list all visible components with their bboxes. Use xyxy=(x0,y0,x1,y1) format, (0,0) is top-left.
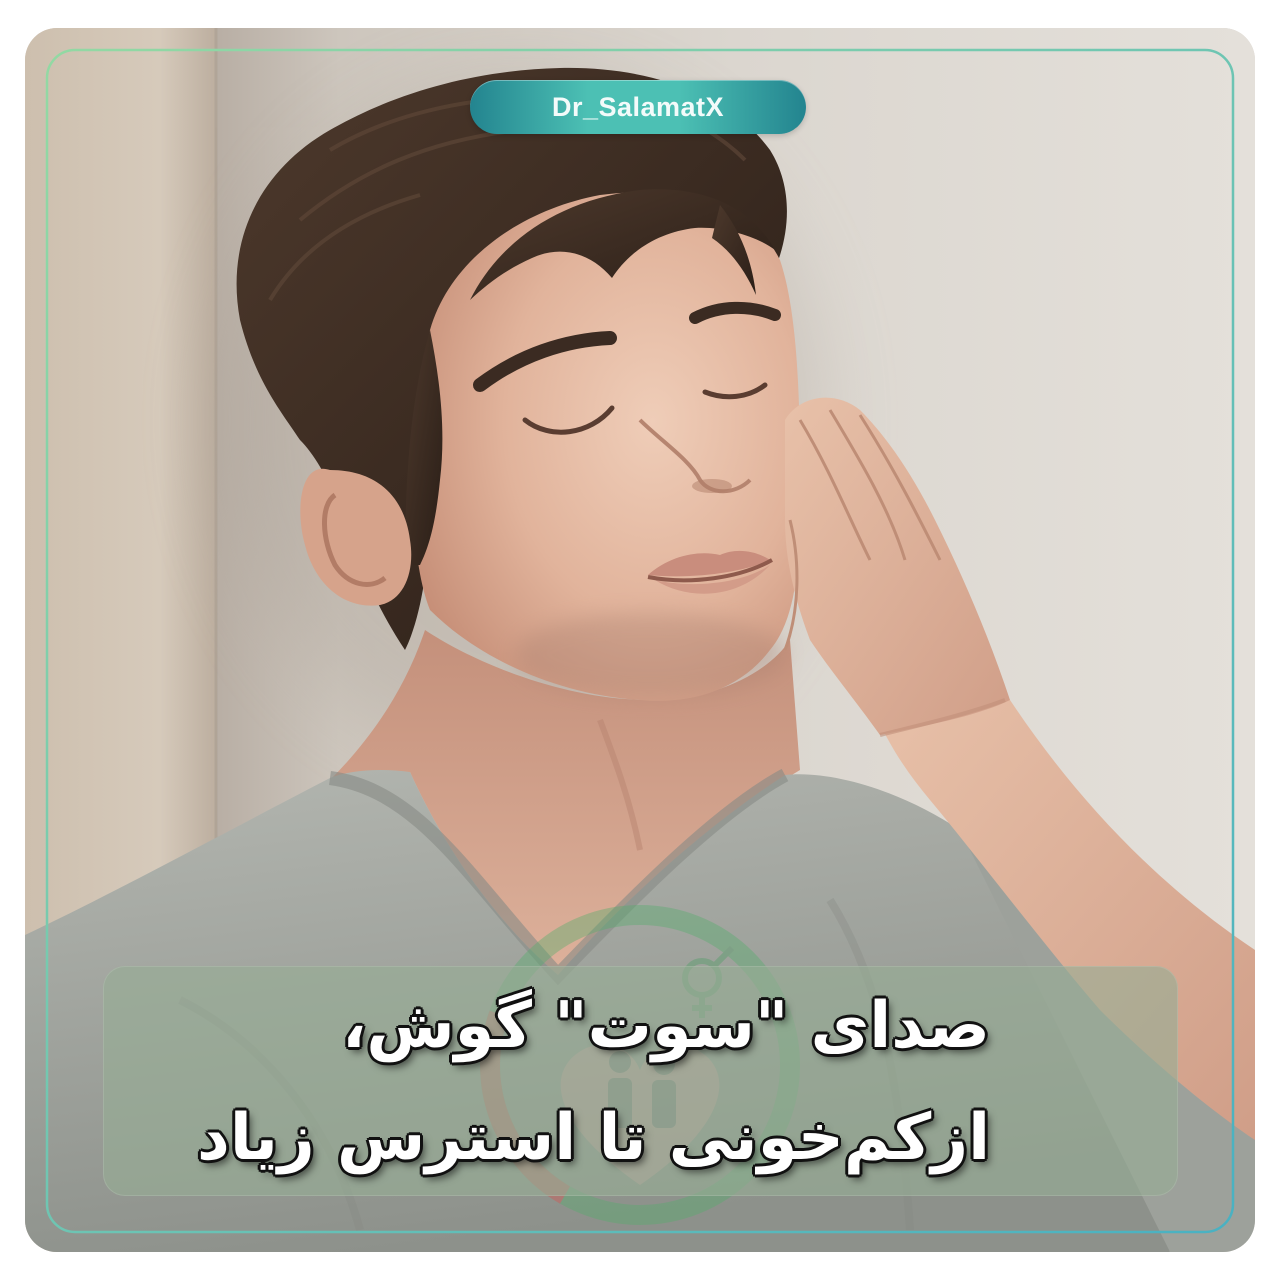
caption-line-1: صدای "سوت" گوش، xyxy=(342,989,990,1063)
caption-box xyxy=(103,966,1178,1196)
brand-badge-label: Dr_SalamatX xyxy=(551,91,725,122)
brand-badge xyxy=(470,80,806,134)
caption-line-2: ازکم‌خونی تا استرس زیاد xyxy=(197,1101,990,1175)
stubble-shadow xyxy=(515,613,785,697)
nostril-shadow xyxy=(692,479,732,493)
